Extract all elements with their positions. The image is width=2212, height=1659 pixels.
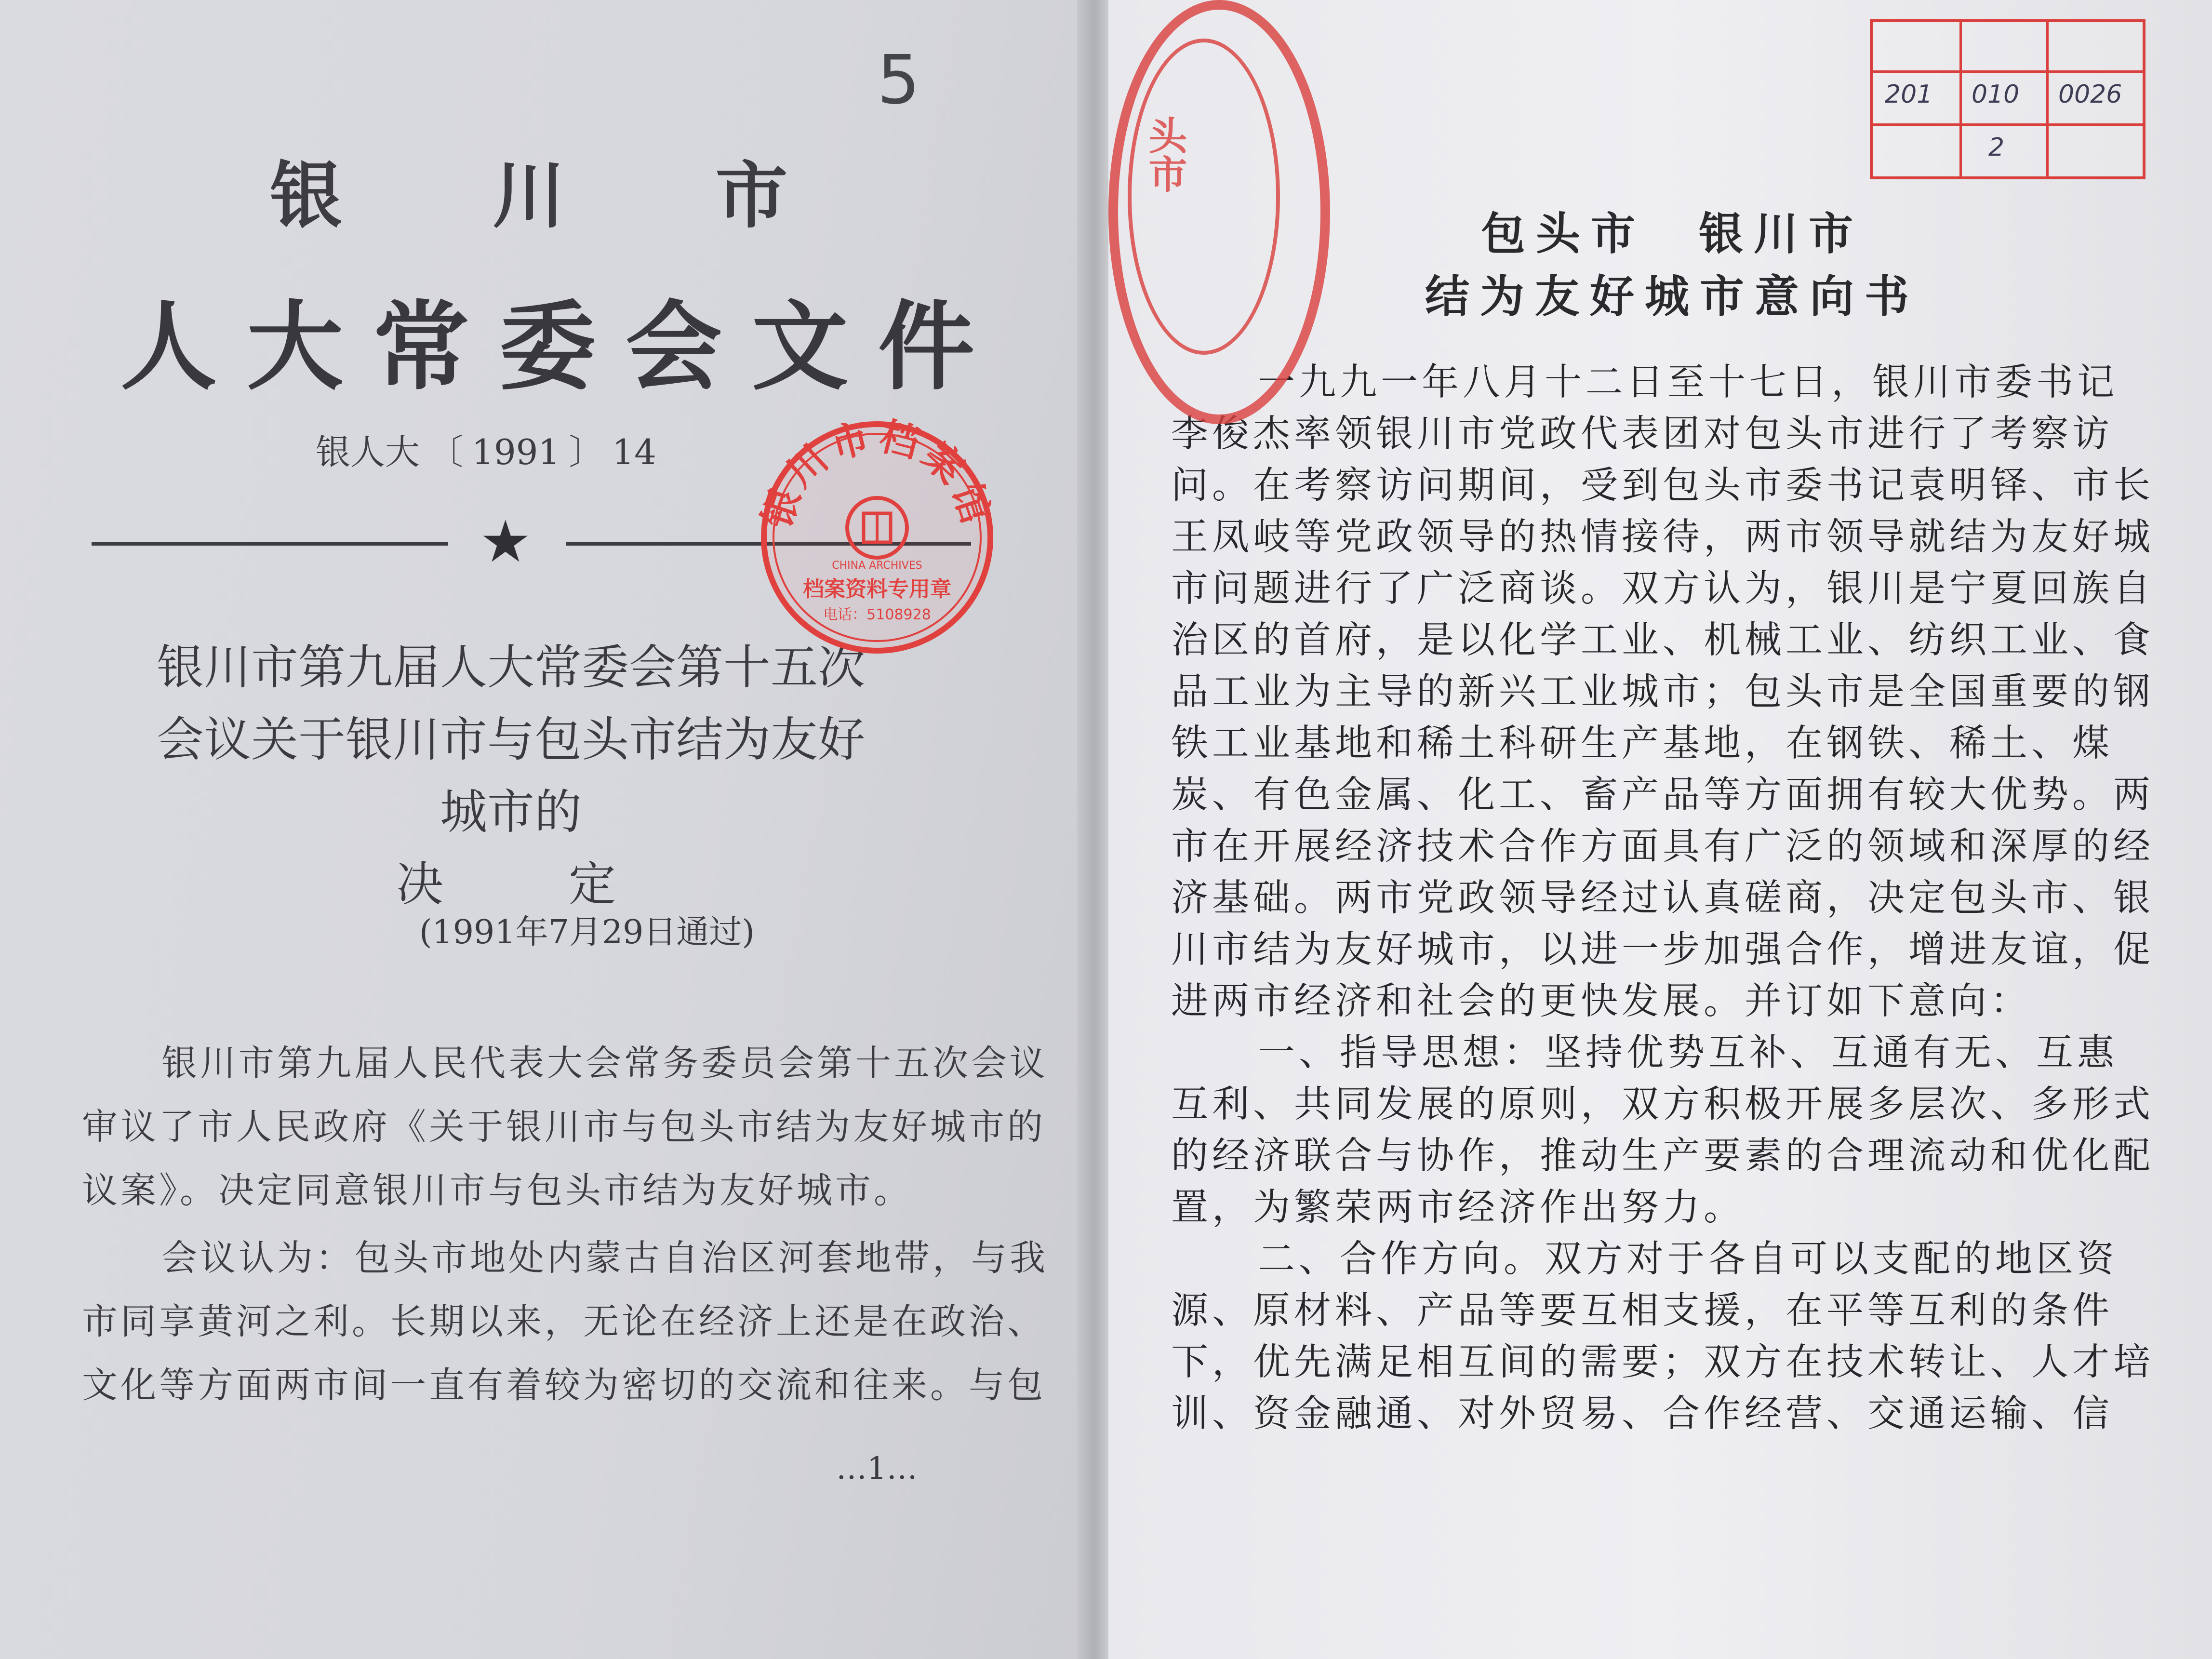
- decision-title-line-2: 会议关于银川市与包头市结为友好城市的: [156, 712, 865, 840]
- passed-date: (1991年7月29日通过): [419, 913, 755, 951]
- doc-number-sequence: 14: [612, 432, 656, 472]
- star-icon: ★: [480, 508, 532, 575]
- page-number: …1…: [836, 1451, 918, 1486]
- archive-value-1: 201: [1885, 80, 1933, 109]
- left-paragraph-2: 会议认为：包头市地处内蒙古自治区河套地带，与我市同享黄河之利。长期以来，无论在经济上还是在政治、文化等方面两市间一直有着较为密切的交流和往来。与包: [82, 1237, 1048, 1406]
- seal-center-text: CHINA ARCHIVES: [832, 560, 922, 572]
- edge-seal-text: 头市: [1142, 116, 1187, 193]
- title-city-yinchuan: 银川市: [1699, 208, 1864, 260]
- header-city: 银 川 市: [270, 153, 851, 238]
- left-body-text: [82, 1031, 1060, 1417]
- seal-bottom-text: 档案资料专用章: [803, 577, 951, 602]
- document-number: [316, 424, 656, 474]
- archive-value-3: 0026: [2058, 80, 2122, 109]
- decision-title-line-3: 决定: [396, 857, 741, 912]
- agreement-title: [1354, 202, 1990, 328]
- left-paragraph-1: 银川市第九届人民代表大会常务委员会第十五次会议审议了市人民政府《关于银川市与包头市结为友好城市的议案》。决定同意银川市与包头市结为友好城市。: [82, 1043, 1048, 1211]
- title-city-baotou: 包头市: [1480, 208, 1646, 260]
- right-paragraph-3: 二、合作方向。双方对于各自可以支配的地区资源、原材料、产品等要互相支援，在平等互利的条件下，优先满足相互间的需要；双方在技术转让、人才培训、资金融通、对外贸易、合作经营、交通运输、信: [1171, 1238, 2154, 1435]
- right-paragraph-2: 一、指导思想：坚持优势互补、互通有无、互惠互利、共同发展的原则，双方积极开展多层次、多形式的经济联合与协作，推动生产要素的合理流动和优化配置，为繁荣两市经济作出努力。: [1171, 1031, 2154, 1229]
- archive-page-value: 2: [1988, 133, 2005, 162]
- archive-value-2: 010: [1972, 80, 2020, 109]
- seal-top-text: 银川市档案馆: [757, 417, 998, 534]
- handwritten-page-mark: 5: [877, 41, 920, 120]
- header-rule-left: [92, 542, 448, 546]
- edge-seal-stamp: [1108, 0, 1330, 424]
- header-title: 人大常委会文件: [120, 290, 1005, 403]
- right-body-text: [1171, 357, 2154, 1440]
- doc-number-close-bracket: 〕: [569, 432, 604, 472]
- doc-number-year: 1991: [472, 432, 560, 472]
- seal-phone-text: 电话：5108928: [823, 606, 931, 623]
- doc-number-open-bracket: 〔: [428, 432, 464, 472]
- decision-title: [145, 631, 877, 921]
- decision-title-line-1: 银川市第九届人大常委会第十五次: [156, 640, 865, 695]
- right-page: [1108, 0, 2212, 1659]
- right-paragraph-1: 一九九一年八月十二日至十七日，银川市委书记李俊杰率领银川市党政代表团对包头市进行了考察访问。在考察访问期间，受到包头市委书记袁明铎、市长王凤岐等党政领导的热情接待，两市领导就结为友好城市问题进行了广泛商谈。双方认为，银川是宁夏回族自治区的首府，是以化学工业、机械工业、纺织工业、食品工业为主导的新兴工业城市；包头市是全国重要的钢铁工业基地和稀土科研生产基地，在钢铁、稀土、煤炭、有色金属、化工、畜产品等方面拥有较大优势。两市在开展经济技术合作方面具有广泛的领域和深厚的经济基础。两市党政领导经过认真磋商，决定包头市、银川市结为友好城市，以进一步加强合作，增进友谊，促进两市经济和社会的更快发展。并订如下意向：: [1171, 361, 2154, 1023]
- left-page: [0, 0, 1096, 1659]
- archive-register-box: [1870, 19, 2145, 179]
- title-line-2: 结为友好城市意向书: [1425, 270, 1919, 322]
- archive-seal-icon: [757, 417, 998, 658]
- archive-seal-stamp: [757, 417, 998, 658]
- doc-number-prefix: 银人大: [316, 432, 420, 472]
